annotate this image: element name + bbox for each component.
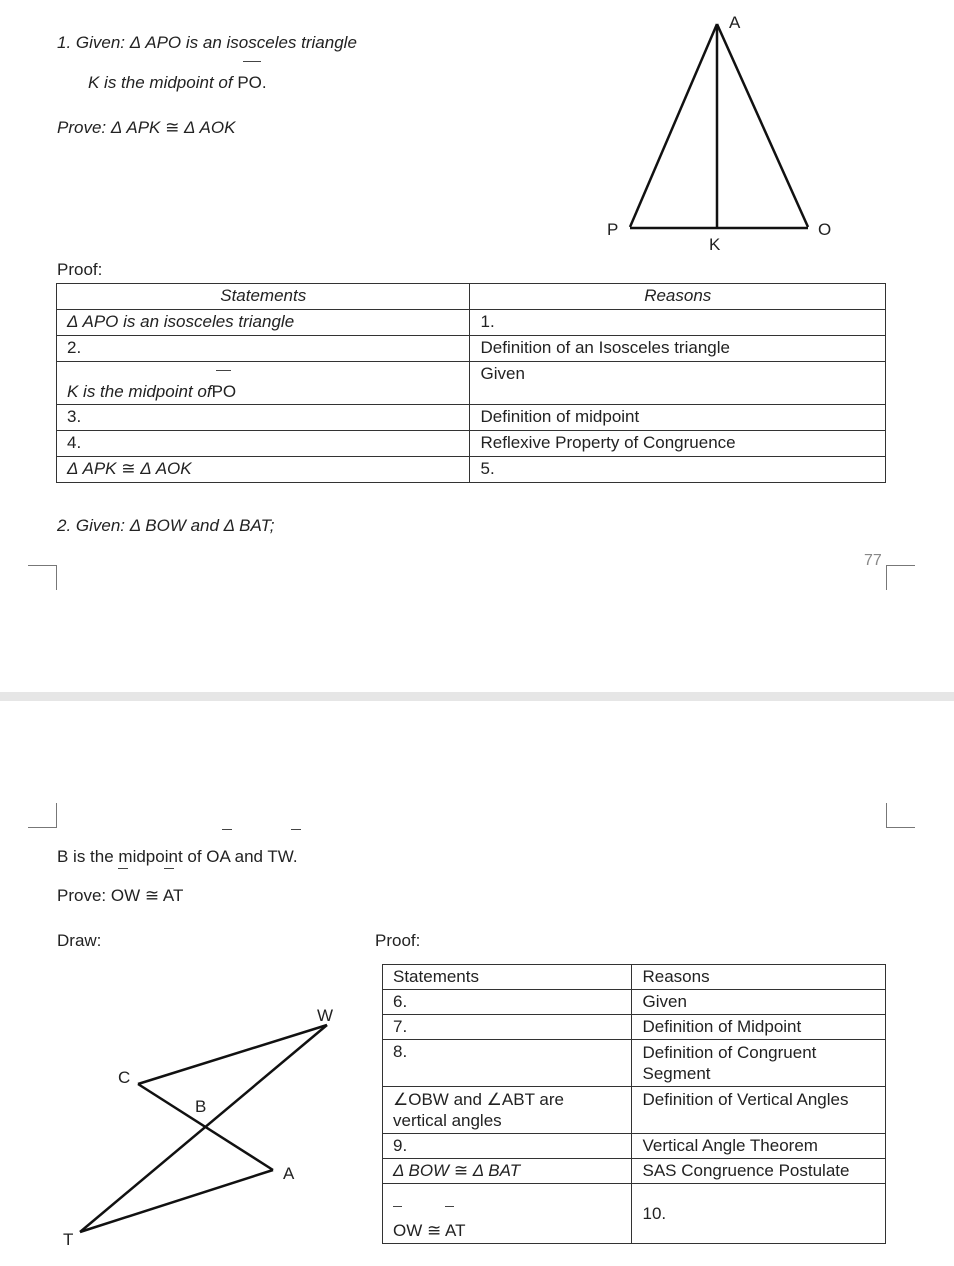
problem2-draw-label: Draw: (57, 931, 102, 950)
label-w: W (317, 1006, 334, 1025)
overline-mark (164, 868, 174, 869)
table-row (57, 405, 886, 431)
table-row (57, 362, 886, 405)
bowtie-figure (55, 995, 345, 1255)
table-row (383, 1159, 886, 1184)
table-row (383, 1015, 886, 1040)
table-row (383, 1040, 886, 1087)
statement-cell (57, 362, 470, 405)
statement-cell: 2. (57, 336, 470, 362)
statement-cell: 7. (383, 1015, 632, 1040)
label-a: A (283, 1164, 295, 1183)
overline-mark (118, 868, 128, 869)
problem1-prove: Prove: Δ APK ≅ Δ AOK (57, 118, 236, 137)
overline-mark (445, 1206, 454, 1207)
statement-cell: 6. (383, 990, 632, 1015)
label-k: K (709, 235, 721, 254)
reason-cell: SAS Congruence Postulate (632, 1159, 886, 1184)
page-divider (0, 692, 954, 701)
crop-mark (886, 803, 915, 828)
crop-mark (28, 565, 57, 590)
segment-wt (80, 1025, 327, 1232)
statements-header: Statements (383, 965, 632, 990)
label-p: P (607, 220, 619, 239)
statement-cell: 4. (57, 431, 470, 457)
problem1-segment-po: PO. (237, 73, 267, 92)
reason-cell: Definition of Congruent Segment (632, 1040, 886, 1087)
problem1-given: 1. Given: Δ APO is an isosceles triangle (57, 33, 357, 52)
statement-ow-at: OW ≅ AT (393, 1221, 466, 1240)
label-b: B (195, 1097, 207, 1116)
table-row (383, 1087, 886, 1134)
table-header-row (57, 284, 886, 310)
problem1-midpoint-line (88, 73, 267, 93)
statement-cell: ∠OBW and ∠ABT are vertical angles (383, 1087, 632, 1134)
problem2-proof-label: Proof: (375, 931, 421, 950)
reason-cell: Definition of an Isosceles triangle (470, 336, 886, 362)
label-a: A (729, 13, 741, 32)
problem1-midpoint-text: K is the midpoint of (88, 73, 233, 92)
statement-cell: Δ BOW ≅ Δ BAT (383, 1159, 632, 1184)
reasons-header: Reasons (470, 284, 886, 310)
statements-header: Statements (57, 284, 470, 310)
segment-po-label: PO (211, 382, 237, 401)
reason-cell: Given (632, 990, 886, 1015)
label-o: O (818, 220, 832, 239)
label-t: T (63, 1230, 74, 1249)
crop-mark (886, 565, 915, 590)
crop-mark (28, 803, 57, 828)
statement-cell: Δ APO is an isosceles triangle (57, 310, 470, 336)
table-row (383, 1184, 886, 1244)
overline-mark (291, 829, 301, 830)
table-row (383, 1134, 886, 1159)
table-row (57, 336, 886, 362)
page-number: 77 (864, 552, 882, 569)
overline-mark (222, 829, 232, 830)
triangle-apo-figure (590, 10, 850, 260)
overline-mark (393, 1206, 402, 1207)
table-row (57, 431, 886, 457)
problem2-prove: Prove: OW ≅ AT (57, 886, 184, 905)
statement-cell: 9. (383, 1134, 632, 1159)
reason-cell: Definition of midpoint (470, 405, 886, 431)
table-header-row (383, 965, 886, 990)
reason-cell: 10. (632, 1184, 886, 1244)
reason-cell: Vertical Angle Theorem (632, 1134, 886, 1159)
reason-cell: Definition of Midpoint (632, 1015, 886, 1040)
table-row (57, 310, 886, 336)
reason-cell: Given (470, 362, 886, 405)
reasons-header: Reasons (632, 965, 886, 990)
statement-cell: Δ APK ≅ Δ AOK (57, 457, 470, 483)
reason-cell: 1. (470, 310, 886, 336)
side-ao (717, 24, 808, 227)
reason-cell: Definition of Vertical Angles (632, 1087, 886, 1134)
problem2-proof-table (382, 964, 886, 1244)
statement-cell (383, 1184, 632, 1244)
problem1-proof-label: Proof: (57, 260, 103, 279)
reason-cell: 5. (470, 457, 886, 483)
problem1-proof-table (56, 283, 886, 483)
reason-cell: Reflexive Property of Congruence (470, 431, 886, 457)
problem2-midpoint-line: B is the midpoint of OA and TW. (57, 847, 298, 866)
segment-at (80, 1170, 273, 1232)
label-c: C (118, 1068, 131, 1087)
problem2-given: 2. Given: Δ BOW and Δ BAT; (57, 516, 275, 535)
side-ap (630, 24, 717, 227)
table-row (57, 457, 886, 483)
statement-cell: 8. (383, 1040, 632, 1087)
statement-midpoint-text: K is the midpoint of (67, 382, 212, 401)
segment-cw (138, 1025, 327, 1084)
table-row (383, 990, 886, 1015)
statement-cell: 3. (57, 405, 470, 431)
